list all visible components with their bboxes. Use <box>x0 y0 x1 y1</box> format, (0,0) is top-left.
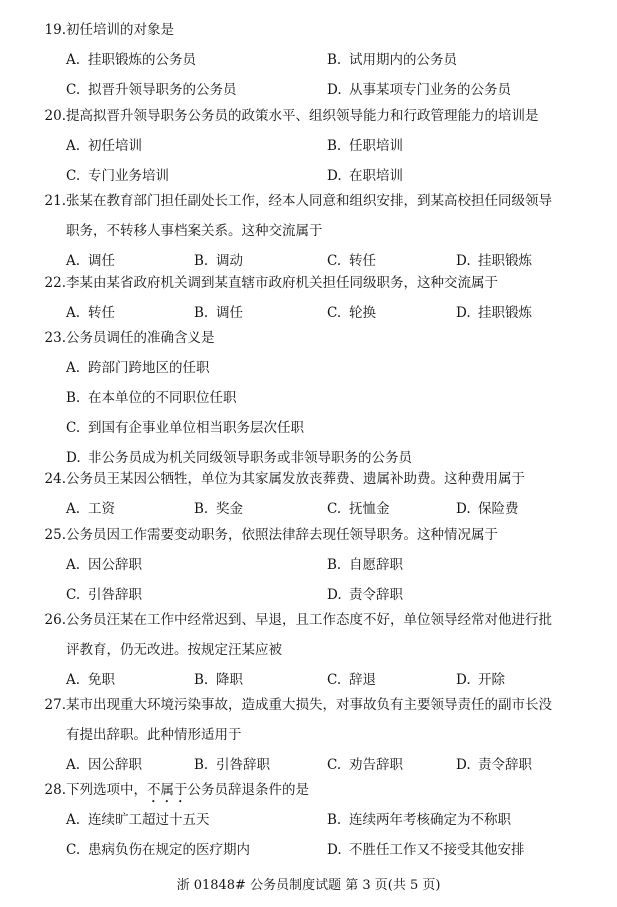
option-c: C. 抚恤金 <box>327 501 390 517</box>
option-a: A. 初任培训 <box>66 138 142 154</box>
option-c: C. 劝告辞职 <box>327 757 403 773</box>
option-c: C. 轮换 <box>327 305 376 321</box>
question-number: 19. <box>44 22 66 38</box>
question-28 <box>0 775 617 865</box>
question-stem-continued: 职务，不转移人事档案关系。这种交流属于 <box>66 223 323 239</box>
option-b: B. 在本单位的不同职位任职 <box>66 390 237 406</box>
option-b: B. 试用期内的公务员 <box>327 52 457 68</box>
question-stem: 公务员调任的准确含义是 <box>66 330 215 346</box>
option-c: C. 拟晋升领导职务的公务员 <box>66 82 237 98</box>
question-stem: 公务员因工作需要变动职务，依照法律辞去现任领导职务。这种情况属于 <box>66 527 498 543</box>
question-23 <box>0 323 617 473</box>
option-b: B. 引咎辞职 <box>194 757 270 773</box>
question-27 <box>0 690 617 780</box>
option-d: D. 挂职锻炼 <box>456 305 532 321</box>
option-a: A. 跨部门跨地区的任职 <box>66 360 210 376</box>
question-19 <box>0 15 617 105</box>
option-d: D. 保险费 <box>456 501 519 517</box>
question-24 <box>0 464 617 524</box>
question-stem: 下列选项中，不属于公务员辞退条件的是 <box>66 782 309 798</box>
option-b: B. 调任 <box>194 305 243 321</box>
question-number: 24. <box>44 471 66 487</box>
option-d: D. 开除 <box>456 672 505 688</box>
question-number: 26. <box>44 612 66 628</box>
option-b: B. 奖金 <box>194 501 243 517</box>
question-25 <box>0 520 617 610</box>
option-a: A. 调任 <box>66 253 115 269</box>
option-b: B. 自愿辞职 <box>327 557 403 573</box>
question-number: 23. <box>44 330 66 346</box>
option-d: D. 不胜任工作又不接受其他安排 <box>327 842 525 858</box>
question-stem-continued: 有提出辞职。此种情形适用于 <box>66 727 242 743</box>
emphasized-negation: 不属于 <box>147 782 188 798</box>
question-stem: 提高拟晋升领导职务公务员的政策水平、组织领导能力和行政管理能力的培训是 <box>66 108 539 124</box>
question-22 <box>0 268 617 328</box>
option-d: D. 责令辞职 <box>456 757 532 773</box>
option-a: A. 连续旷工超过十五天 <box>66 812 210 828</box>
option-d: D. 从事某项专门业务的公务员 <box>327 82 511 98</box>
option-c: C. 引咎辞职 <box>66 587 142 603</box>
option-c: C. 辞退 <box>327 672 376 688</box>
question-stem: 张某在教育部门担任副处长工作，经本人同意和组织安排，到某高校担任同级领导 <box>66 193 552 209</box>
option-c: C. 专门业务培训 <box>66 168 169 184</box>
option-b: B. 连续两年考核确定为不称职 <box>327 812 511 828</box>
option-d: D. 挂职锻炼 <box>456 253 532 269</box>
option-c: C. 到国有企事业单位相当职务层次任职 <box>66 420 304 436</box>
question-number: 25. <box>44 527 66 543</box>
option-a: A. 工资 <box>66 501 115 517</box>
question-number: 21. <box>44 193 66 209</box>
question-stem-continued: 评教育，仍无改进。按规定汪某应被 <box>66 642 282 658</box>
option-a: A. 因公辞职 <box>66 757 142 773</box>
question-stem: 公务员王某因公牺牲，单位为其家属发放丧葬费、遗属补助费。这种费用属于 <box>66 471 525 487</box>
question-number: 20. <box>44 108 66 124</box>
option-d: D. 非公务员成为机关同级领导职务或非领导职务的公务员 <box>66 450 412 466</box>
option-a: A. 免职 <box>66 672 115 688</box>
option-b: B. 降职 <box>194 672 243 688</box>
option-a: A. 挂职锻炼的公务员 <box>66 52 196 68</box>
option-d: D. 在职培训 <box>327 168 403 184</box>
option-a: A. 因公辞职 <box>66 557 142 573</box>
page-footer: 浙 01848# 公务员制度试题 第 3 页(共 5 页) <box>176 878 441 893</box>
question-20 <box>0 101 617 191</box>
option-c: C. 转任 <box>327 253 376 269</box>
question-stem: 初任培训的对象是 <box>66 22 174 38</box>
option-c: C. 患病负伤在规定的医疗期内 <box>66 842 250 858</box>
question-number: 28. <box>44 782 66 798</box>
option-b: B. 调动 <box>194 253 243 269</box>
question-stem: 公务员汪某在工作中经常迟到、早退，且工作态度不好，单位领导经常对他进行批 <box>66 612 552 628</box>
question-number: 27. <box>44 697 66 713</box>
question-26 <box>0 605 617 695</box>
question-21 <box>0 186 617 276</box>
question-stem: 李某由某省政府机关调到某直辖市政府机关担任同级职务，这种交流属于 <box>66 275 498 291</box>
question-stem: 某市出现重大环境污染事故，造成重大损失，对事故负有主要领导责任的副市长没 <box>66 697 552 713</box>
question-number: 22. <box>44 275 66 291</box>
option-d: D. 责令辞职 <box>327 587 403 603</box>
option-b: B. 任职培训 <box>327 138 403 154</box>
option-a: A. 转任 <box>66 305 115 321</box>
